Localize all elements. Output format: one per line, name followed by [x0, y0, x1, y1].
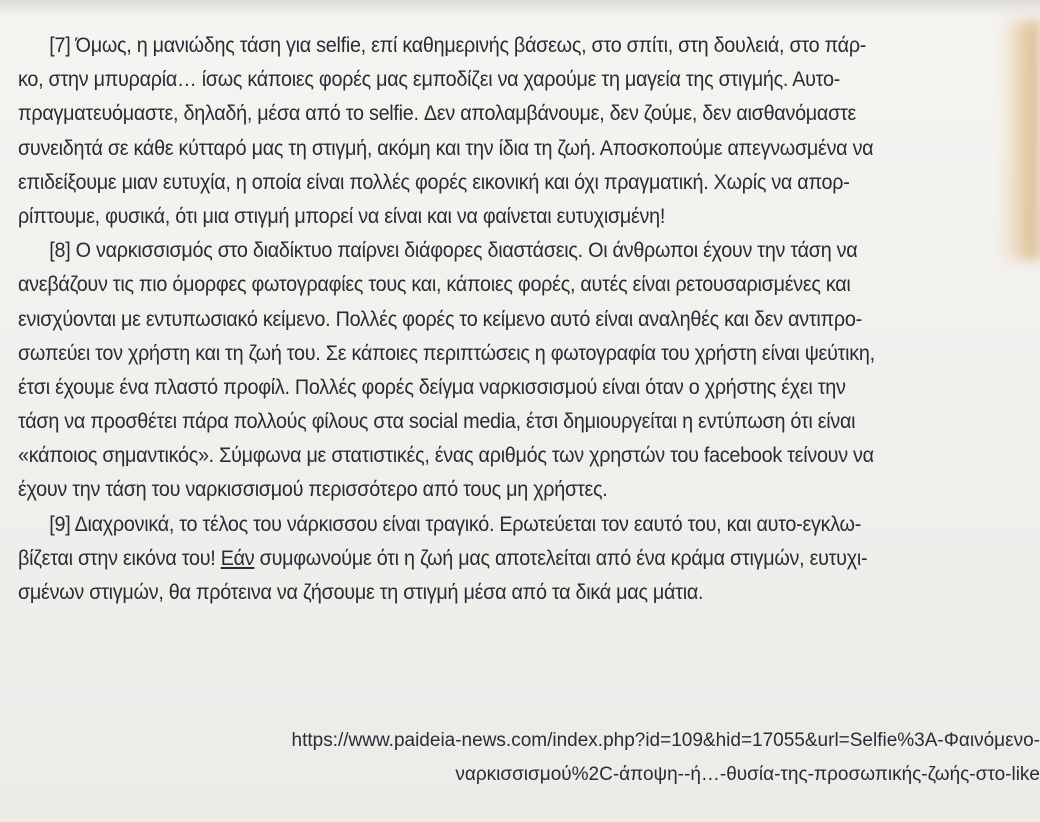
p9-line-2-start: βίζεται στην εικόνα του! — [18, 545, 221, 570]
page-top-shadow — [0, 0, 1040, 18]
p7-line-1: [7] Όμως, η μανιώδης τάση για selfie, επί καθημερινής βάσεως, στο σπίτι, στη δουλειά, στο πάρ- — [49, 33, 867, 57]
source-url-line-1: https://www.paideia-news.com/index.php?id=109&hid=17055&url=Selfie%3A-Φαινόμενο- — [291, 730, 1040, 751]
p7-line-2: κο, στην μπυραρία… ίσως κάποιες φορές μας εμποδίζει να χαρούμε τη μαγεία της στιγμής. Αυτο- — [18, 67, 840, 92]
underlined-word: Εάν — [220, 545, 255, 570]
p8-line-2: ανεβάζουν τις πιο όμορφες φωτογραφίες τους και, κάποιες φορές, αυτές είναι ρετουσαρισμένες και — [18, 272, 851, 297]
source-url-line-2: ναρκισσισμού%2C-άποψη--ή…-θυσία-της-προσωπικής-ζωής-στο-like — [455, 764, 1040, 785]
p7-line-6: ρίπτουμε, φυσικά, ότι μια στιγμή μπορεί να είναι και να φαίνεται ευτυχισμένη! — [18, 203, 666, 228]
article-body — [18, 28, 958, 609]
p8-line-6: τάση να προσθέτει πάρα πολλούς φίλους στα social media, έτσι δημιουργείται η εντύπωση ότι είναι — [18, 409, 856, 434]
p8-line-3: ενισχύονται με εντυπωσιακό κείμενο. Πολλές φορές το κείμενο αυτό είναι αναληθές και δεν αντιπρο- — [18, 306, 862, 331]
p7-line-4: συνειδητά σε κάθε κύτταρό μας τη στιγμή, ακόμη και την ίδια τη ζωή. Αποσκοπούμε απεγνωσμένα να — [18, 135, 874, 160]
p8-line-1: [8] Ο ναρκισσισμός στο διαδίκτυο παίρνει διάφορες διαστάσεις. Οι άνθρωποι έχουν την τάση να — [49, 238, 858, 263]
p8-line-4: σωπεύει τον χρήστη και τη ζωή του. Σε κάποιες περιπτώσεις η φωτογραφία του χρήστη είναι ψεύτικη, — [18, 340, 875, 365]
p8-line-8: έχουν την τάση του ναρκισσισμού περισσότερο από τους μη χρήστες. — [18, 477, 608, 502]
p9-line-2-end: συμφωνούμε ότι η ζωή μας αποτελείται από ένα κράμα στιγμών, ευτυχι- — [254, 545, 868, 570]
p8-line-7: «κάποιος σημαντικός». Σύμφωνα με στατιστικές, ένας αριθμός των χρηστών του facebook τείνουν να — [18, 443, 874, 468]
p7-line-3: πραγματευόμαστε, δηλαδή, μέσα από το selfie. Δεν απολαμβάνουμε, δεν ζούμε, δεν αισθανόμαστε — [18, 101, 857, 126]
page-edge-shadow — [1000, 20, 1040, 260]
p8-line-5: έτσι έχουμε ένα πλαστό προφίλ. Πολλές φορές δείγμα ναρκισσισμού είναι όταν ο χρήστης έχει την — [18, 374, 846, 399]
p9-line-3: σμένων στιγμών, θα πρότεινα να ζήσουμε τη στιγμή μέσα από τα δικά μας μάτια. — [18, 580, 704, 604]
p7-line-5: επιδείξουμε μιαν ευτυχία, η οποία είναι πολλές φορές εικονική και όχι πραγματική. Χωρίς να απορ- — [18, 169, 850, 194]
p9-line-2 — [18, 541, 958, 575]
p9-line-1: [9] Διαχρονικά, το τέλος του νάρκισσου είναι τραγικό. Ερωτεύεται τον εαυτό του, και αυτο-εγκλω- — [49, 511, 862, 536]
